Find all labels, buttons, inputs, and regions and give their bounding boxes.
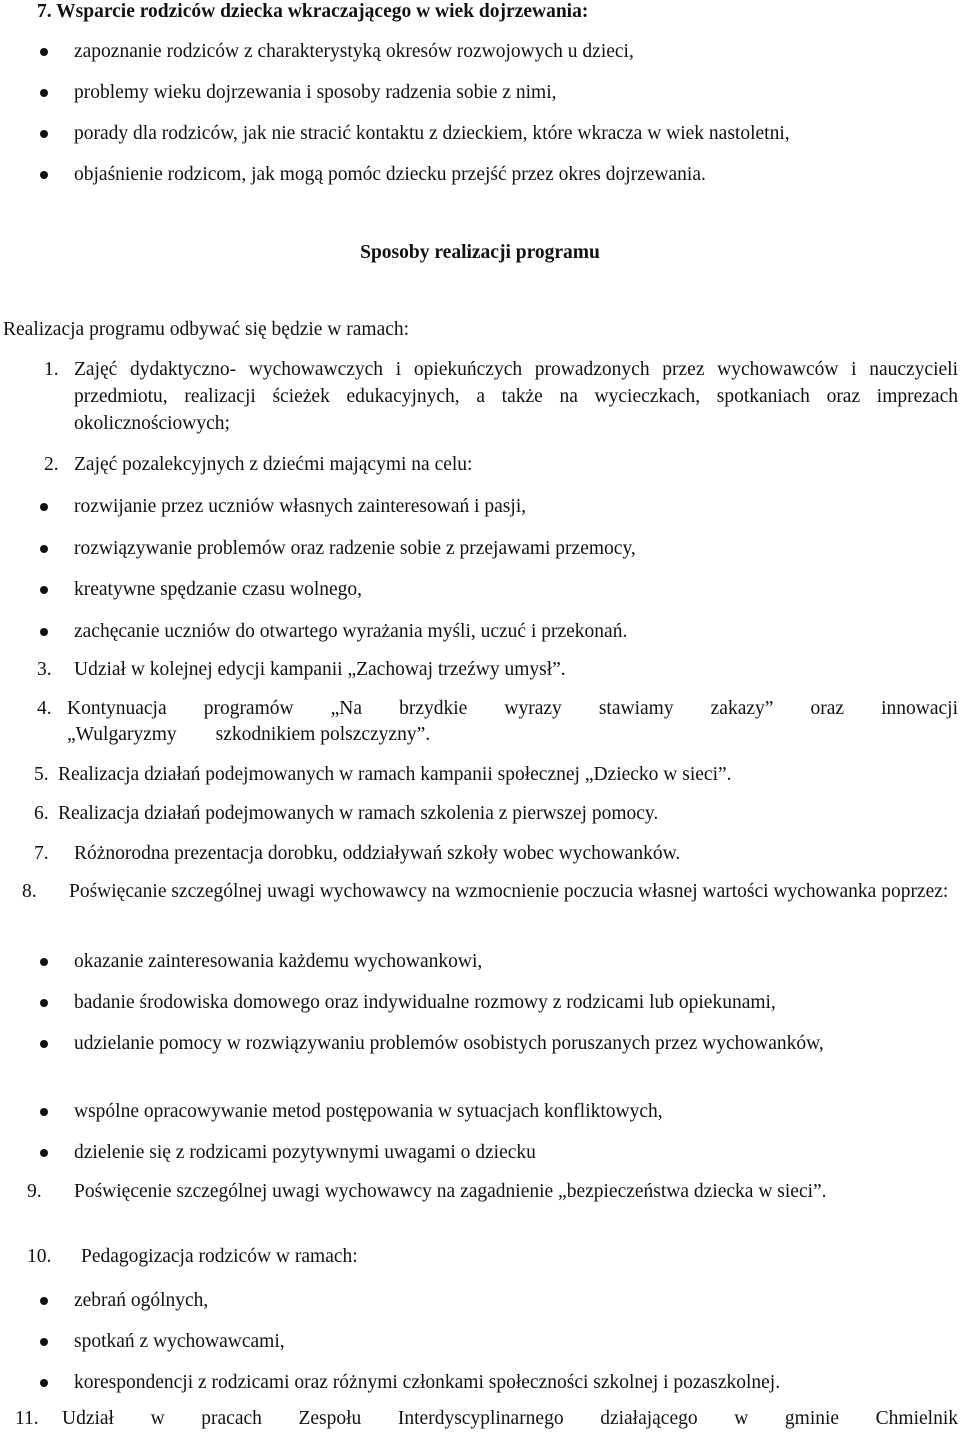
- list-item: Poświęcenie szczególnej uwagi wychowawcy na zagadnienie „bezpieczeństwa dziecka w sieci”.: [74, 1181, 827, 1202]
- intro-paragraph: Realizacja programu odbywać się będzie w ramach:: [3, 319, 410, 340]
- bullet-icon: [40, 1108, 48, 1116]
- list-item: korespondencji z rodzicami oraz różnymi członkami społeczności szkolnej i pozaszkolnej.: [74, 1372, 781, 1393]
- section-title: Wsparcie rodziców dziecka wkraczającego w wiek dojrzewania:: [56, 1, 589, 22]
- bullet-icon: [40, 89, 48, 97]
- item-number: 4.: [37, 698, 52, 719]
- bullet-icon: [40, 999, 48, 1007]
- list-item: zachęcanie uczniów do otwartego wyrażania myśli, uczuć i przekonań.: [74, 621, 628, 642]
- bullet-icon: [40, 586, 48, 594]
- list-item: badanie środowiska domowego oraz indywidualne rozmowy z rodzicami lub opiekunami,: [74, 992, 776, 1013]
- list-item: Pedagogizacja rodziców w ramach:: [81, 1246, 358, 1267]
- list-item: dzielenie się z rodzicami pozytywnymi uwagami o dziecku: [74, 1142, 536, 1163]
- item-number: 1.: [44, 359, 59, 380]
- item-number: 9.: [27, 1181, 42, 1202]
- list-item: spotkań z wychowawcami,: [74, 1331, 285, 1352]
- list-item: kreatywne spędzanie czasu wolnego,: [74, 579, 363, 600]
- list-item: Różnorodna prezentacja dorobku, oddziaływań szkoły wobec wychowanków.: [74, 843, 681, 864]
- bullet-icon: [40, 958, 48, 966]
- bullet-icon: [40, 503, 48, 511]
- bullet-icon: [40, 48, 48, 56]
- list-item: rozwiązywanie problemów oraz radzenie sobie z przejawami przemocy,: [74, 538, 636, 559]
- list-item: udzielanie pomocy w rozwiązywaniu problemów osobistych poruszanych przez wychowanków,: [74, 1033, 824, 1054]
- list-item: Udział w pracach Zespołu Interdyscyplinarnego działającego w gminie Chmielnik: [62, 1408, 958, 1429]
- list-item: zapoznanie rodziców z charakterystyką okresów rozwojowych u dzieci,: [74, 41, 634, 62]
- item-number: 11.: [15, 1408, 39, 1429]
- list-item: porady dla rodziców, jak nie stracić kontaktu z dzieckiem, które wkracza w wiek nastoletni,: [74, 123, 790, 144]
- list-item-continuation: „Wulgaryzmy szkodnikiem polszczyzny”.: [67, 724, 431, 745]
- list-item: okazanie zainteresowania każdemu wychowankowi,: [74, 951, 483, 972]
- list-item: Zajęć pozalekcyjnych z dziećmi mającymi na celu:: [74, 454, 473, 475]
- bullet-icon: [40, 1149, 48, 1157]
- list-item: Kontynuacja programów „Na brzydkie wyrazy stawiamy zakazy” oraz innowacji: [67, 698, 958, 719]
- list-item: Poświęcanie szczególnej uwagi wychowawcy na wzmocnienie poczucia własnej wartości wychowanka poprzez:: [69, 881, 949, 902]
- bullet-icon: [40, 1297, 48, 1305]
- list-item: zebrań ogólnych,: [74, 1290, 209, 1311]
- bullet-icon: [40, 1040, 48, 1048]
- item-number: 7.: [34, 843, 49, 864]
- list-item: Realizacja działań podejmowanych w ramach szkolenia z pierwszej pomocy.: [58, 803, 659, 824]
- bullet-icon: [40, 545, 48, 553]
- list-item: Zajęć dydaktyczno- wychowawczych i opiekuńczych prowadzonych przez wychowawców i nauczycieli przedmiotu, realizacji ścieżek edukacyjnych, a także na wycieczkach, spotkaniach oraz imprezach okolicznościowych;: [74, 359, 958, 434]
- list-item: Realizacja działań podejmowanych w ramach kampanii społecznej „Dziecko w sieci”.: [58, 764, 732, 785]
- list-item: wspólne opracowywanie metod postępowania w sytuacjach konfliktowych,: [74, 1101, 663, 1122]
- item-number: 2.: [44, 454, 59, 475]
- bullet-icon: [40, 130, 48, 138]
- list-item: problemy wieku dojrzewania i sposoby radzenia sobie z nimi,: [74, 82, 557, 103]
- list-item: rozwijanie przez uczniów własnych zainteresowań i pasji,: [74, 496, 527, 517]
- section-heading: [37, 0, 588, 25]
- item-number: 5.: [34, 764, 49, 785]
- item-number: 3.: [37, 659, 52, 680]
- bullet-icon: [40, 628, 48, 636]
- subsection-heading: Sposoby realizacji programu: [360, 242, 600, 263]
- item-number: 8.: [22, 881, 37, 902]
- section-number: 7.: [37, 1, 52, 22]
- list-item: Udział w kolejnej edycji kampanii „Zachowaj trzeźwy umysł”.: [74, 659, 566, 680]
- bullet-icon: [40, 171, 48, 179]
- bullet-icon: [40, 1338, 48, 1346]
- item-number: 10.: [27, 1246, 52, 1267]
- list-item: objaśnienie rodzicom, jak mogą pomóc dziecku przejść przez okres dojrzewania.: [74, 164, 706, 185]
- item-number: 6.: [34, 803, 49, 824]
- bullet-icon: [40, 1379, 48, 1387]
